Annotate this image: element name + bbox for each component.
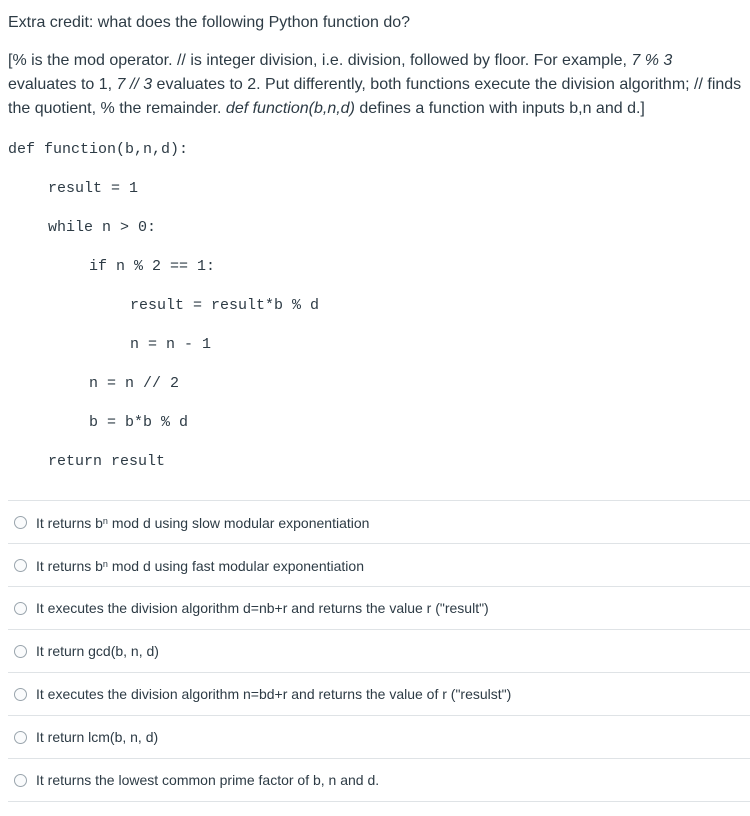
desc-text-3: evaluates to 2. Put differently, both functions execute the division algorithm; // finds the quotient, % the remainder. [8,76,742,117]
answer-option[interactable] [8,544,750,587]
answer-label: It return gcd(b, n, d) [36,643,159,659]
radio-button[interactable] [14,731,27,744]
code-line: if n % 2 == 1: [89,258,216,275]
answer-option[interactable] [8,501,750,544]
answer-option[interactable] [8,716,750,759]
desc-text-1: [% is the mod operator. // is integer division, i.e. division, followed by floor. For example, [8,52,632,69]
answer-option[interactable] [8,759,750,802]
exponent: n [102,559,108,569]
radio-button[interactable] [14,645,27,658]
answer-option[interactable] [8,630,750,673]
answer-list [8,500,750,802]
answer-text: mod d using fast modular exponentiation [107,558,364,574]
code-line: return result [48,453,166,470]
desc-example-mod: 7 % 3 [631,52,673,69]
code-line: b = b*b % d [89,414,189,431]
answer-label: It returns the lowest common prime factor of b, n and d. [36,772,380,788]
exponent: n [102,516,108,526]
radio-button[interactable] [14,559,27,572]
code-line: while n > 0: [48,219,157,236]
answer-label: It return lcm(b, n, d) [36,729,159,745]
code-line: result = result*b % d [130,297,320,314]
code-line: def function(b,n,d): [8,141,189,158]
desc-function-signature: def function(b,n,d) [225,100,355,117]
answer-option[interactable] [8,587,750,630]
answer-label [36,512,369,532]
radio-button[interactable] [14,688,27,701]
radio-button[interactable] [14,774,27,787]
radio-button[interactable] [14,516,27,529]
answer-text: mod d using slow modular exponentiation [107,515,370,531]
desc-text-2: evaluates to 1, [8,76,117,93]
answer-label [36,555,364,575]
answer-text: It returns b [36,515,103,531]
code-line: result = 1 [48,180,139,197]
answer-text: It returns b [36,558,103,574]
answer-option[interactable] [8,673,750,716]
radio-button[interactable] [14,602,27,615]
code-line: n = n - 1 [130,336,212,353]
question-title: Extra credit: what does the following Python function do? [8,14,411,31]
answer-label: It executes the division algorithm n=bd+r and returns the value of r ("resulst") [36,686,512,702]
question-description [8,49,744,121]
answer-label: It executes the division algorithm d=nb+r and returns the value r ("result") [36,600,489,616]
code-line: n = n // 2 [89,375,180,392]
desc-text-4: defines a function with inputs b,n and d.] [354,100,645,117]
desc-example-floordiv: 7 // 3 [116,76,153,93]
